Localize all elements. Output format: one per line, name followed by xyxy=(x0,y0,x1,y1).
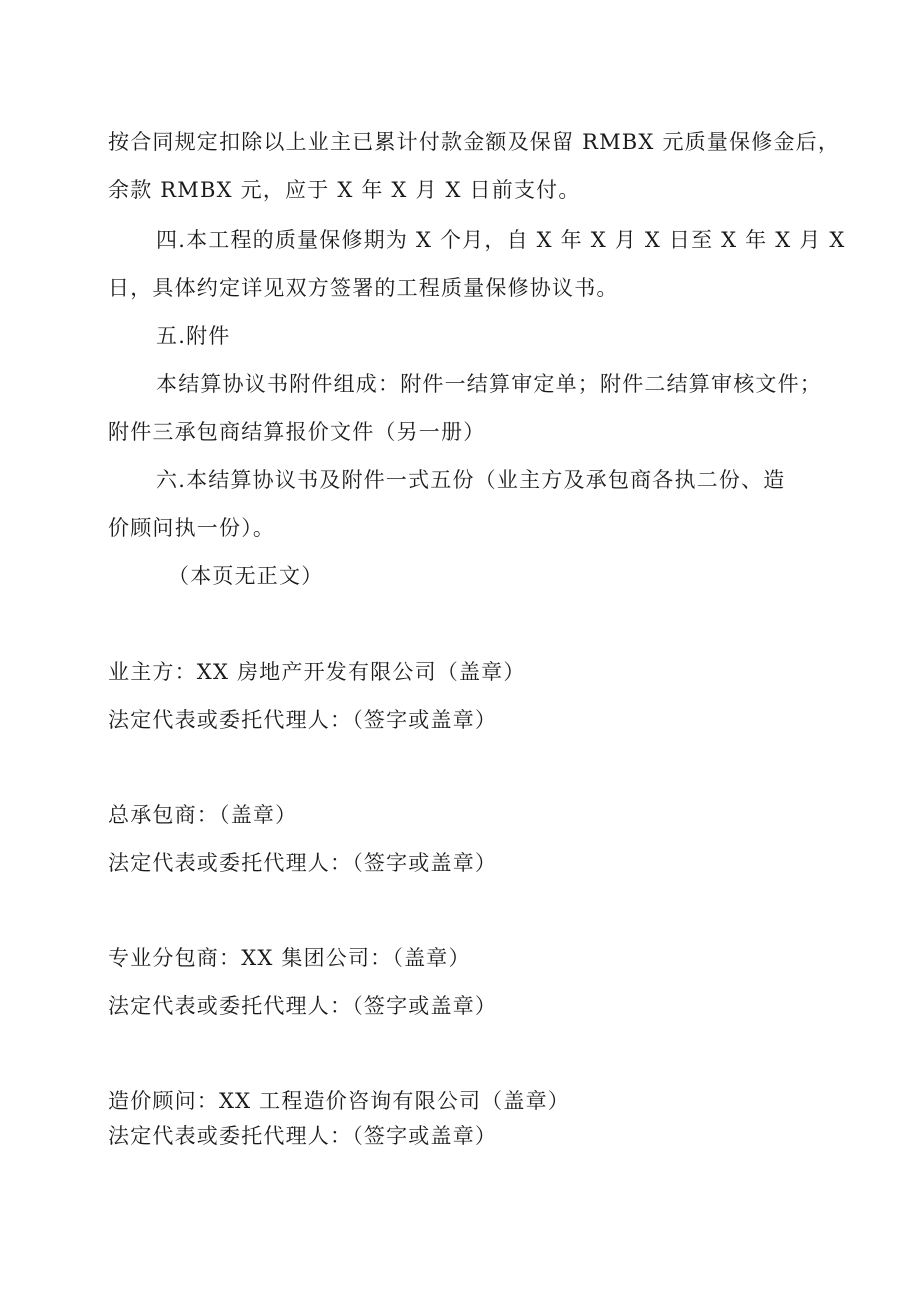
paragraph-payment-line-2: 余款 RMBX 元，应于 X 年 X 月 X 日前支付。 xyxy=(108,178,581,202)
signature-owner-party: 业主方：XX 房地产开发有限公司（盖章） xyxy=(108,660,526,684)
signature-general-contractor-representative: 法定代表或委托代理人：（签字或盖章） xyxy=(108,851,498,875)
paragraph-warranty-line-2: 日，具体约定详见双方签署的工程质量保修协议书。 xyxy=(108,276,619,300)
paragraph-payment-line-1: 按合同规定扣除以上业主已累计付款金额及保留 RMBX 元质量保修金后， xyxy=(108,130,841,154)
signature-cost-consultant-party: 造价顾问：XX 工程造价咨询有限公司（盖章） xyxy=(108,1089,570,1113)
section-heading-attachments: 五.附件 xyxy=(156,324,231,348)
no-text-note: （本页无正文） xyxy=(168,564,324,588)
paragraph-attachments-line-1: 本结算协议书附件组成：附件一结算审定单；附件二结算审核文件； xyxy=(156,372,822,396)
paragraph-copies-line-1: 六.本结算协议书及附件一式五份（业主方及承包商各执二份、造 xyxy=(156,468,786,492)
signature-subcontractor-representative: 法定代表或委托代理人：（签字或盖章） xyxy=(108,994,498,1018)
paragraph-attachments-line-2: 附件三承包商结算报价文件（另一册） xyxy=(108,420,486,444)
paragraph-copies-line-2: 价顾问执一份）。 xyxy=(108,516,276,540)
signature-cost-consultant-representative: 法定代表或委托代理人：（签字或盖章） xyxy=(108,1124,498,1148)
signature-owner-representative: 法定代表或委托代理人：（签字或盖章） xyxy=(108,708,498,732)
paragraph-warranty-line-1: 四.本工程的质量保修期为 X 个月，自 X 年 X 月 X 日至 X 年 X 月 X xyxy=(156,228,846,252)
signature-general-contractor-party: 总承包商：（盖章） xyxy=(108,803,298,827)
signature-subcontractor-party: 专业分包商：XX 集团公司：（盖章） xyxy=(108,946,471,970)
